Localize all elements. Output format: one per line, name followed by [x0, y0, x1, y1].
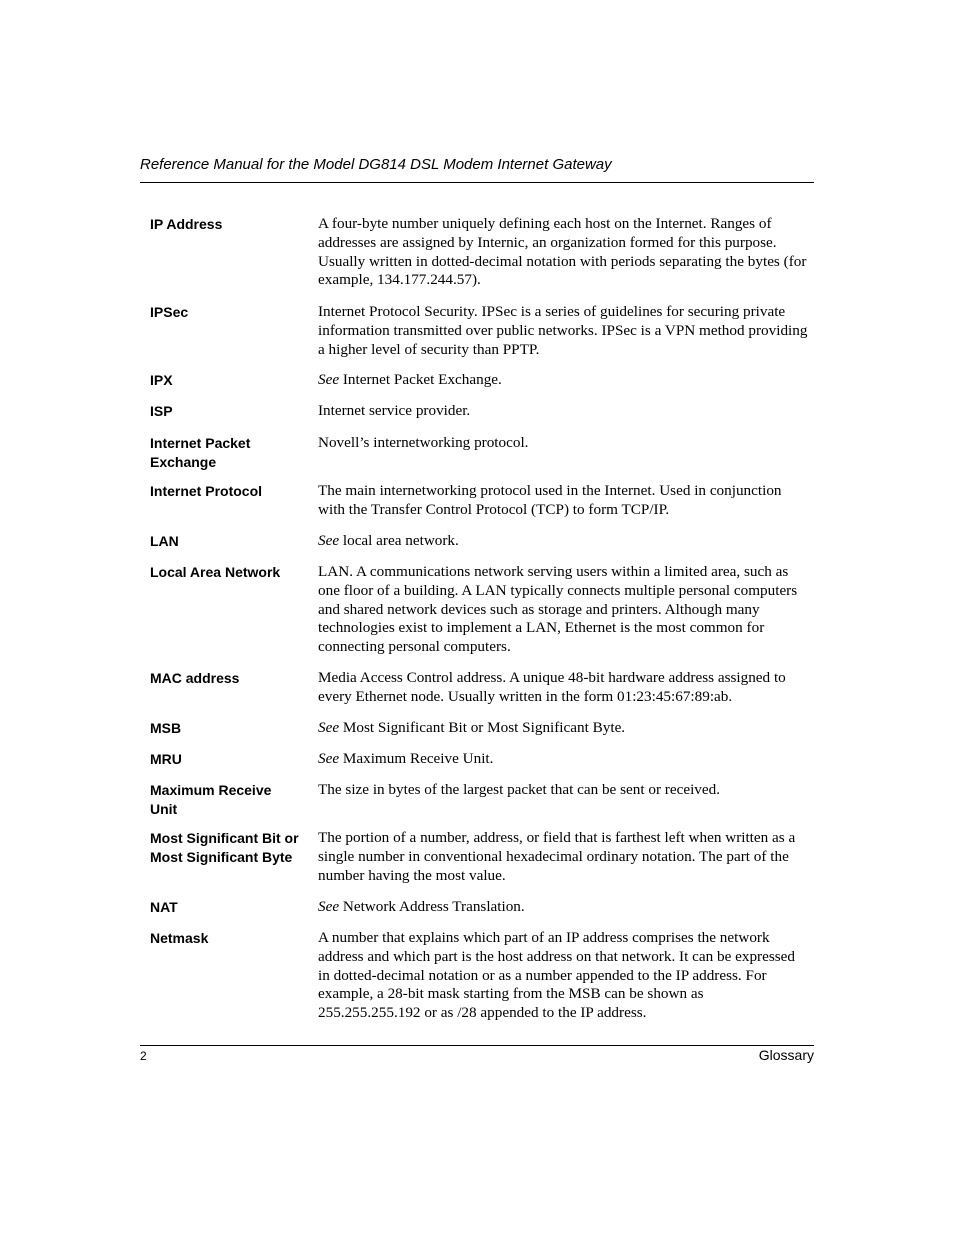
glossary-term: Most Significant Bit or Most Significant Byte: [150, 830, 299, 865]
definition-text: Most Significant Bit or Most Significant Byte.: [339, 719, 626, 736]
header-divider: [140, 182, 814, 183]
glossary-definition: [318, 215, 808, 290]
definition-text: Novell’s internetworking protocol.: [318, 434, 529, 451]
glossary-definition: [318, 402, 808, 421]
glossary-definition: [318, 434, 808, 453]
glossary-term: IP Address: [150, 216, 223, 232]
definition-text: Internet service provider.: [318, 402, 471, 419]
definition-text: local area network.: [339, 532, 459, 549]
glossary-definition: [318, 829, 808, 885]
see-reference: See: [318, 719, 340, 736]
see-reference: See: [318, 371, 340, 388]
glossary-term: MAC address: [150, 670, 240, 686]
definition-text: The portion of a number, address, or field that is farthest left when written as a single number in conventional hexadecimal ordinary notation. The part of the number having the most value.: [318, 829, 796, 884]
glossary-term: LAN: [150, 533, 179, 549]
definition-text: Internet Packet Exchange.: [339, 371, 502, 388]
see-reference: See: [318, 750, 340, 767]
definition-text: The size in bytes of the largest packet that can be sent or received.: [318, 781, 721, 798]
glossary-definition: [318, 371, 808, 390]
glossary-definition: [318, 532, 808, 551]
glossary-definition: [318, 303, 808, 359]
definition-text: A number that explains which part of an IP address comprises the network address and which part is the host address on that network. It can be expressed in dotted-decimal notation or as a number appended to the IP address. For example, a 28-bit mask starting from the MSB can be shown as 255.255.255.192 or as /28 appended to the IP address.: [318, 929, 796, 1022]
glossary-term: Netmask: [150, 930, 209, 946]
glossary-term: Internet Packet Exchange: [150, 435, 251, 470]
glossary-term: MSB: [150, 720, 182, 736]
definition-text: The main internetworking protocol used in the Internet. Used in conjunction with the Transfer Control Protocol (TCP) to form TCP/IP.: [318, 482, 782, 518]
glossary-term: NAT: [150, 899, 178, 915]
definition-text: Network Address Translation.: [339, 898, 525, 915]
glossary-term: ISP: [150, 403, 173, 419]
footer-divider: [140, 1045, 814, 1046]
see-reference: See: [318, 898, 340, 915]
glossary-definition: [318, 781, 808, 800]
glossary-definition: [318, 482, 808, 520]
glossary-definition: [318, 719, 808, 738]
definition-text: A four-byte number uniquely defining each host on the Internet. Ranges of addresses are assigned by Internic, an organization formed for this purpose. Usually written in dotted-decimal notation with periods separating the bytes (for example, 134.177.244.57).: [318, 215, 807, 289]
glossary-term: Maximum Receive Unit: [150, 782, 272, 817]
glossary-definition: [318, 750, 808, 769]
glossary-term: IPX: [150, 372, 173, 388]
glossary-definition: [318, 929, 808, 1023]
running-header: Reference Manual for the Model DG814 DSL Modem Internet Gateway: [140, 156, 612, 173]
definition-text: LAN. A communications network serving users within a limited area, such as one floor of a building. A LAN typically connects multiple personal computers and shared network devices such as storage and printers. Although many technologies exist to implement a LAN, Ethernet is the most common for connecting personal computers.: [318, 563, 798, 656]
glossary-term: Internet Protocol: [150, 483, 263, 499]
glossary-definition: [318, 563, 808, 657]
definition-text: Internet Protocol Security. IPSec is a series of guidelines for securing private information transmitted over public networks. IPSec is a VPN method providing a higher level of security than PPTP.: [318, 303, 808, 358]
glossary-definition: [318, 898, 808, 917]
page-number: 2: [140, 1049, 147, 1063]
definition-text: Media Access Control address. A unique 48-bit hardware address assigned to every Ethernet node. Usually written in the form 01:23:45:67:89:ab.: [318, 669, 786, 705]
section-name: Glossary: [758, 1047, 814, 1063]
definition-text: Maximum Receive Unit.: [339, 750, 494, 767]
see-reference: See: [318, 532, 340, 549]
glossary-term: IPSec: [150, 304, 189, 320]
glossary-term: MRU: [150, 751, 182, 767]
glossary-definition: [318, 669, 808, 707]
glossary-term: Local Area Network: [150, 564, 281, 580]
